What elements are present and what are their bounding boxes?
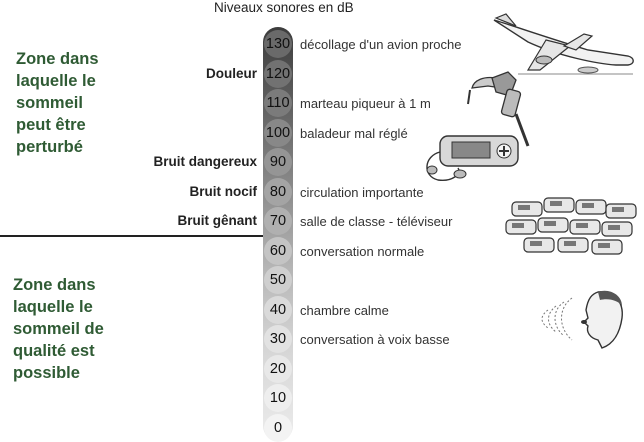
level-40-example: chambre calme (300, 302, 389, 318)
level-110-example: marteau piqueur à 1 m (300, 96, 431, 111)
zone-bottom-line: possible (13, 364, 80, 382)
level-130-circle: 130 (264, 30, 292, 58)
level-40-circle: 40 (264, 296, 292, 324)
level-100-example: baladeur mal réglé (300, 125, 408, 141)
level-90-circle: 90 (264, 148, 292, 176)
traffic-jam-icon (504, 194, 640, 258)
level-30-circle: 30 (264, 325, 292, 353)
zone-top-line: peut être (16, 116, 86, 134)
level-120-category: Douleur (205, 65, 257, 81)
level-80-example: circulation importante (300, 184, 424, 200)
zone-divider (0, 235, 266, 237)
zone-top-line: Zone dans (16, 50, 99, 68)
diagram-title: Niveaux sonores en dB (214, 0, 354, 15)
level-110-circle: 110 (264, 89, 292, 117)
level-60-circle: 60 (264, 237, 292, 265)
level-10-circle: 10 (264, 384, 292, 412)
level-20-circle: 20 (264, 355, 292, 383)
level-50-circle: 50 (264, 266, 292, 294)
level-100-circle: 100 (264, 119, 292, 147)
zone-bottom-line: qualité est (13, 342, 95, 360)
level-120-circle: 120 (264, 60, 292, 88)
music-player-icon (418, 130, 536, 188)
zone-quality-sleep (13, 274, 104, 384)
level-80-category: Bruit nocif (189, 183, 257, 199)
level-90-category: Bruit dangereux (153, 154, 257, 169)
zone-top-line: sommeil (16, 94, 83, 112)
zone-bottom-line: Zone dans (13, 276, 96, 294)
level-0-circle: 0 (264, 414, 292, 442)
level-80-circle: 80 (264, 178, 292, 206)
level-70-category: Bruit gênant (177, 213, 257, 228)
whispering-person-icon (528, 288, 628, 352)
level-60-example: conversation normale (300, 243, 425, 259)
zone-bottom-line: laquelle le (13, 298, 93, 316)
zone-top-line: laquelle le (16, 72, 96, 90)
zone-top-line: perturbé (16, 138, 83, 156)
level-70-example: salle de classe - téléviseur (300, 214, 453, 229)
level-130-example: décollage d'un avion proche (300, 37, 462, 52)
level-70-circle: 70 (264, 207, 292, 235)
level-30-example: conversation à voix basse (300, 332, 450, 347)
zone-disturbed-sleep (16, 48, 99, 158)
zone-bottom-line: sommeil de (13, 320, 104, 338)
